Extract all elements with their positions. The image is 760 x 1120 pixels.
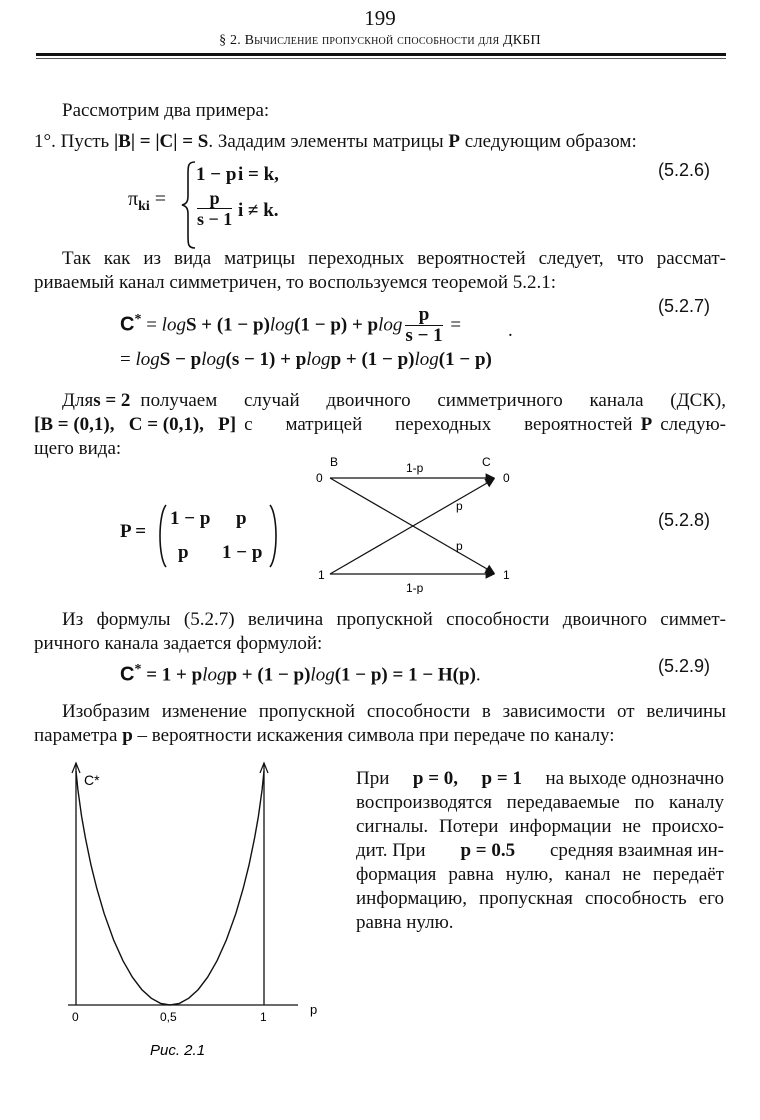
t: (1 − p) = 1 − H(p) xyxy=(334,664,476,686)
t: = 1 + p xyxy=(141,664,203,686)
case2-den: s − 1 xyxy=(197,209,233,229)
eq-number-5-2-9: (5.2.9) xyxy=(658,656,711,676)
matrix-lhs: P = xyxy=(120,521,147,542)
p1: p = 1 xyxy=(481,768,522,789)
para-formula-line1: Из формулы (5.2.7) величина пропускной способности двоичного симмет- xyxy=(62,609,726,630)
header-rule xyxy=(36,53,726,56)
star: * xyxy=(134,312,142,327)
case1-condition: i = k, xyxy=(238,164,279,185)
edge-cross-down xyxy=(330,478,494,573)
pi-subscript: ki xyxy=(138,199,150,214)
running-title: § 2. Вычисление пропускной способности для ДКБП xyxy=(219,33,541,48)
label-C: C xyxy=(482,455,491,469)
matrix-m21: p xyxy=(178,542,189,563)
eq-5-2-6-lhs xyxy=(128,188,166,215)
eq-5-2-7-dot: . xyxy=(508,320,513,341)
t: параметра xyxy=(34,725,118,746)
para-formula-line2: ричного канала задается формулой: xyxy=(34,633,323,654)
in-1: 1 xyxy=(318,568,325,582)
example1-cond: |B| = |C| = S xyxy=(113,131,209,152)
t: = xyxy=(141,314,162,336)
in-0: 0 xyxy=(316,471,323,485)
t: При xyxy=(356,768,390,789)
t: S + (1 − p) xyxy=(185,314,270,336)
label-bottom-edge: 1-p xyxy=(406,581,424,594)
eq-5-2-9 xyxy=(120,662,481,686)
case2-condition: i ≠ k. xyxy=(238,200,279,221)
t: p + (1 − p) xyxy=(330,349,415,370)
frac-num: p xyxy=(405,305,442,326)
label-B: B xyxy=(330,455,339,469)
edge-cross-up xyxy=(330,479,494,574)
eq-5-2-7-line1 xyxy=(120,296,461,349)
c-star: C xyxy=(120,663,135,686)
t: следую- xyxy=(660,414,726,435)
side-l7: равна нулю. xyxy=(356,912,454,933)
t: с матрицей переходных вероятностей xyxy=(244,414,633,435)
matrix-m12: p xyxy=(236,508,247,529)
log: log xyxy=(306,349,331,370)
t: – вероятности искажения символа при передаче по каналу: xyxy=(137,725,615,746)
capacity-curve xyxy=(76,771,264,1005)
case1-value: 1 − p xyxy=(196,164,237,185)
t: Для xyxy=(62,390,94,411)
x-tick-05: 0,5 xyxy=(160,1010,177,1024)
eq-5-2-7-line2 xyxy=(120,349,492,371)
star: * xyxy=(134,662,142,677)
t: дит. При xyxy=(356,840,426,861)
t: = xyxy=(445,314,462,336)
s-eq-2: s = 2 xyxy=(93,390,131,411)
side-l4 xyxy=(356,839,724,863)
matrix-m11: 1 − p xyxy=(170,508,211,529)
para-plot-line1: Изобразим изменение пропускной способности в зависимости от величины xyxy=(62,701,726,722)
header-rule-thin xyxy=(36,58,726,59)
example1-rest: . Зададим элементы матрицы xyxy=(208,131,444,152)
log: log xyxy=(414,349,439,370)
t: S − p xyxy=(159,349,202,370)
case2-fraction xyxy=(194,188,235,229)
para-dsk-line1 xyxy=(62,389,726,413)
case2-num: p xyxy=(197,188,232,209)
bsc-set: [B = (0,1), C = (0,1), P] xyxy=(34,414,237,435)
t: p + (1 − p) xyxy=(226,664,311,686)
eq-number-5-2-6: (5.2.6) xyxy=(658,160,711,180)
t: (1 − p) + p xyxy=(294,314,379,336)
label-top-edge: 1-p xyxy=(406,461,424,475)
t: . xyxy=(475,664,481,686)
example1-line xyxy=(34,130,637,154)
eq-number-5-2-8: (5.2.8) xyxy=(658,510,711,530)
example1-tail: следующим образом: xyxy=(464,131,637,152)
side-l5: формация равна нулю, канал не передаёт xyxy=(356,864,724,885)
t: (s − 1) + p xyxy=(225,349,307,370)
log: log xyxy=(269,314,295,336)
label-cross-down: p xyxy=(456,539,463,553)
side-l3: сигналы. Потери информации не происхо- xyxy=(356,816,724,837)
p05: p = 0.5 xyxy=(460,840,516,861)
para-symmetric-line2: риваемый канал симметричен, то воспользуемся теоремой 5.2.1: xyxy=(34,272,557,293)
p0: p = 0, xyxy=(412,768,459,789)
log: log xyxy=(378,314,403,336)
log: log xyxy=(202,664,227,686)
t: на выходе однозначно xyxy=(545,768,724,789)
p: p xyxy=(122,725,133,746)
x-tick-1: 1 xyxy=(260,1010,267,1024)
log: log xyxy=(201,349,226,370)
t: (1 − p) xyxy=(438,349,492,370)
x-axis-label: p xyxy=(310,1002,318,1017)
page-number: 199 xyxy=(364,6,396,30)
capacity-chart xyxy=(40,755,340,1055)
x-tick-0: 0 xyxy=(72,1010,79,1024)
intro-text: Рассмотрим два примера: xyxy=(62,100,270,121)
t: = xyxy=(120,349,136,370)
c-star: C xyxy=(120,313,135,336)
frac-den: s − 1 xyxy=(405,325,443,347)
para-symmetric-line1: Так как из вида матрицы переходных вероятностей следует, что рассмат- xyxy=(62,248,726,269)
P: P xyxy=(640,414,653,435)
log: log xyxy=(310,664,335,686)
pi-symbol: π xyxy=(128,188,139,210)
eq-sign: = xyxy=(154,188,167,210)
label-cross-up: p xyxy=(456,499,463,513)
para-plot-line2 xyxy=(34,724,615,748)
channel-diagram xyxy=(300,452,530,594)
t: средняя взаимная ин- xyxy=(549,840,724,861)
para-dsk-line3: щего вида: xyxy=(34,438,122,459)
y-axis-label: C* xyxy=(84,772,100,788)
matrix-m22: 1 − p xyxy=(222,542,263,563)
out-0: 0 xyxy=(503,471,510,485)
example1-prefix: 1°. Пусть xyxy=(34,131,110,152)
eq-number-5-2-7: (5.2.7) xyxy=(658,296,711,316)
t: получаем случай двоичного симметричного канала (ДСК), xyxy=(140,390,726,411)
side-l1 xyxy=(356,767,724,791)
side-text-block xyxy=(356,767,724,935)
log: log xyxy=(135,349,160,370)
side-l6: информацию, пропускная способность его xyxy=(356,888,724,909)
example1-matrix: P xyxy=(448,131,461,152)
side-l2: воспроизводятся передаваемые по каналу xyxy=(356,792,724,813)
para-dsk-line2 xyxy=(34,413,726,437)
log: log xyxy=(161,314,186,336)
out-1: 1 xyxy=(503,568,510,582)
figure-caption: Рис. 2.1 xyxy=(150,1042,206,1055)
